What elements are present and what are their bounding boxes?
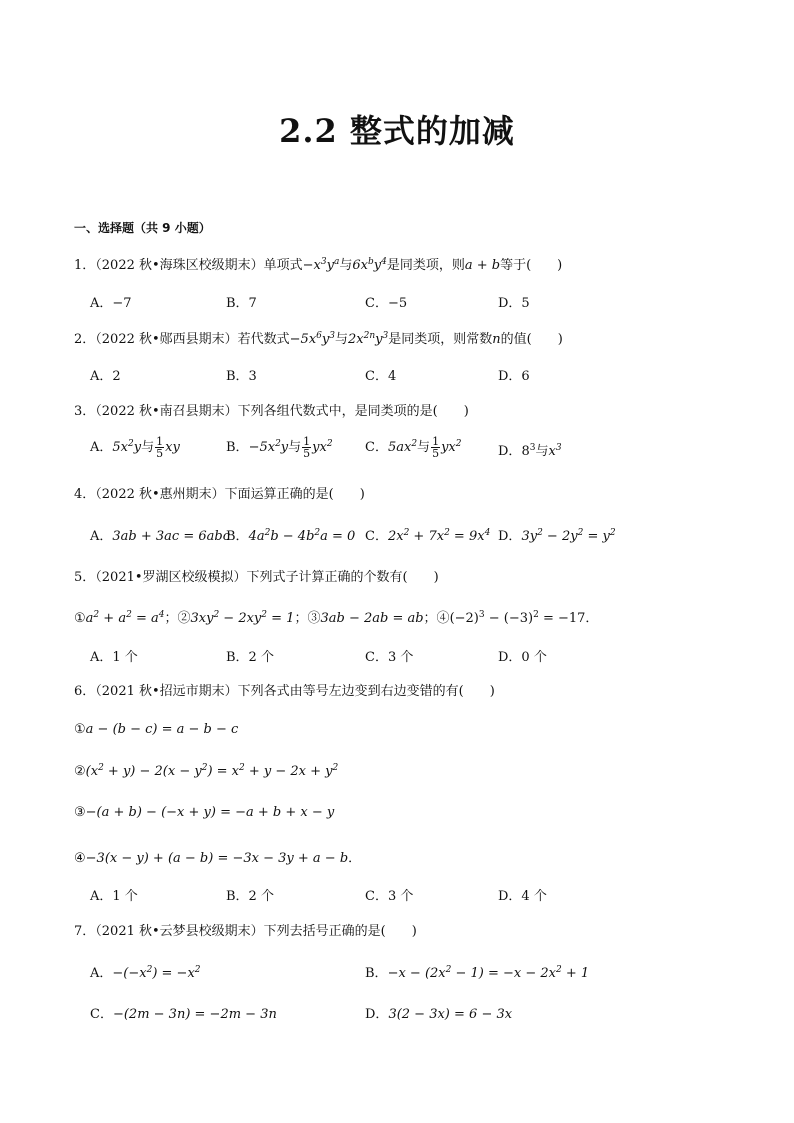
q2-option-c[interactable]: C．4 [365, 369, 397, 384]
q5-option-b[interactable]: B．2 个 [226, 650, 274, 665]
q4-option-c[interactable]: C．$2x^2 + 7x^2 = 9x^4$ [365, 528, 491, 544]
q1-option-c[interactable]: C．−5 [365, 296, 408, 311]
q4-option-a[interactable]: A．3ab + 3ac = 6abc [90, 529, 230, 544]
q6-option-d[interactable]: D．4 个 [498, 889, 547, 904]
q6-option-b[interactable]: B．2 个 [226, 889, 274, 904]
question-1-stem: 1．（2022 秋•海珠区校级期末）单项式$-x^3y^a$与$6x^by^4$是同类项，则a + b等于( ) [74, 257, 563, 273]
q7-option-b[interactable]: B．$-x - (2x^2 - 1) = -x - 2x^2 + 1$ [365, 965, 590, 981]
q1-option-b[interactable]: B．7 [226, 296, 257, 311]
q6-option-a[interactable]: A．1 个 [90, 889, 138, 904]
q5-option-c[interactable]: C．3 个 [365, 650, 414, 665]
fraction-one-fifth: $\frac{1}{5}$ [156, 435, 164, 460]
q3-option-d[interactable]: D．$8^3$与$x^3$ [498, 443, 562, 459]
q3-option-a[interactable]: A．$5x^2y$与 $\frac{1}{5}$ xy [90, 435, 180, 460]
q5-option-a[interactable]: A．1 个 [90, 650, 138, 665]
question-7-stem: 7．（2021 秋•云梦县校级期末）下列去括号正确的是( ) [74, 924, 417, 939]
q7-option-d[interactable]: D．3(2 − 3x) = 6 − 3x [365, 1007, 513, 1022]
q2-n: n [492, 332, 501, 347]
q2-option-a[interactable]: A．2 [90, 369, 121, 384]
q4-option-b[interactable]: B．$4a^2b - 4b^2a = 0$ [226, 528, 356, 544]
q5-option-d[interactable]: D．0 个 [498, 650, 547, 665]
question-3-stem: 3．（2022 秋•南召县期末）下列各组代数式中，是同类项的是( ) [74, 404, 469, 419]
question-6-stem: 6．（2021 秋•招远市期末）下列各式由等号左边变到右边变错的有( ) [74, 684, 495, 699]
q2-option-b[interactable]: B．3 [226, 369, 257, 384]
question-2-stem: 2．（2022 秋•郧西县期末）若代数式$-5x^6y^3$与$2x^{2n}y^3$是同类项，则常数n的值( ) [74, 331, 563, 347]
fraction-one-fifth: $\frac{1}{5}$ [432, 435, 440, 460]
fraction-one-fifth: $\frac{1}{5}$ [303, 435, 311, 460]
section-heading: 一、选择题（共 9 小题） [74, 221, 211, 235]
q1-term-2: $6x^by^4$ [352, 257, 387, 273]
page-title: 2.2 整式的加减 [279, 112, 515, 150]
q6-option-c[interactable]: C．3 个 [365, 889, 414, 904]
q3-option-c[interactable]: C．$5ax^2$与 $\frac{1}{5}$ $yx^2$ [365, 435, 462, 460]
q1-option-d[interactable]: D．5 [498, 296, 530, 311]
q7-option-a[interactable]: A．$-(-x^2) = -x^2$ [90, 965, 201, 981]
q1-option-a[interactable]: A．−7 [90, 296, 132, 311]
q1-term-1: $-x^3y^a$ [302, 257, 340, 273]
q1-sum: a + b [464, 258, 501, 273]
q7-option-c[interactable]: C．−(2m − 3n) = −2m − 3n [90, 1007, 277, 1022]
q2-term-1: $-5x^6y^3$ [289, 331, 335, 347]
q6-statement-1: ①a − (b − c) = a − b − c [74, 722, 239, 737]
question-5-stem: 5．（2021•罗湖区校级模拟）下列式子计算正确的个数有( ) [74, 570, 439, 585]
q3-option-b[interactable]: B．$-5x^2y$与 $\frac{1}{5}$ $yx^2$ [226, 435, 333, 460]
q2-option-d[interactable]: D．6 [498, 369, 530, 384]
q2-term-2: $2x^{2n}y^3$ [348, 331, 389, 347]
q4-option-d[interactable]: D．$3y^2 - 2y^2 = y^2$ [498, 528, 616, 544]
q5-statements: $①a^2 + a^2 = a^4$；$②3xy^2 - 2xy^2 = 1$；③3ab − 2ab = ab；$④(-2)^3 - (-3)^2 = -17$． [74, 610, 599, 626]
q6-statement-3: ③−(a + b) − (−x + y) = −a + b + x − y [74, 805, 335, 820]
q6-statement-2: $②(x^2 + y) - 2(x - y^2) = x^2 + y - 2x + y^2$ [74, 763, 339, 779]
question-4-stem: 4．（2022 秋•惠州期末）下面运算正确的是( ) [74, 487, 365, 502]
q6-statement-4: ④−3(x − y) + (a − b) = −3x − 3y + a − b． [74, 851, 362, 866]
